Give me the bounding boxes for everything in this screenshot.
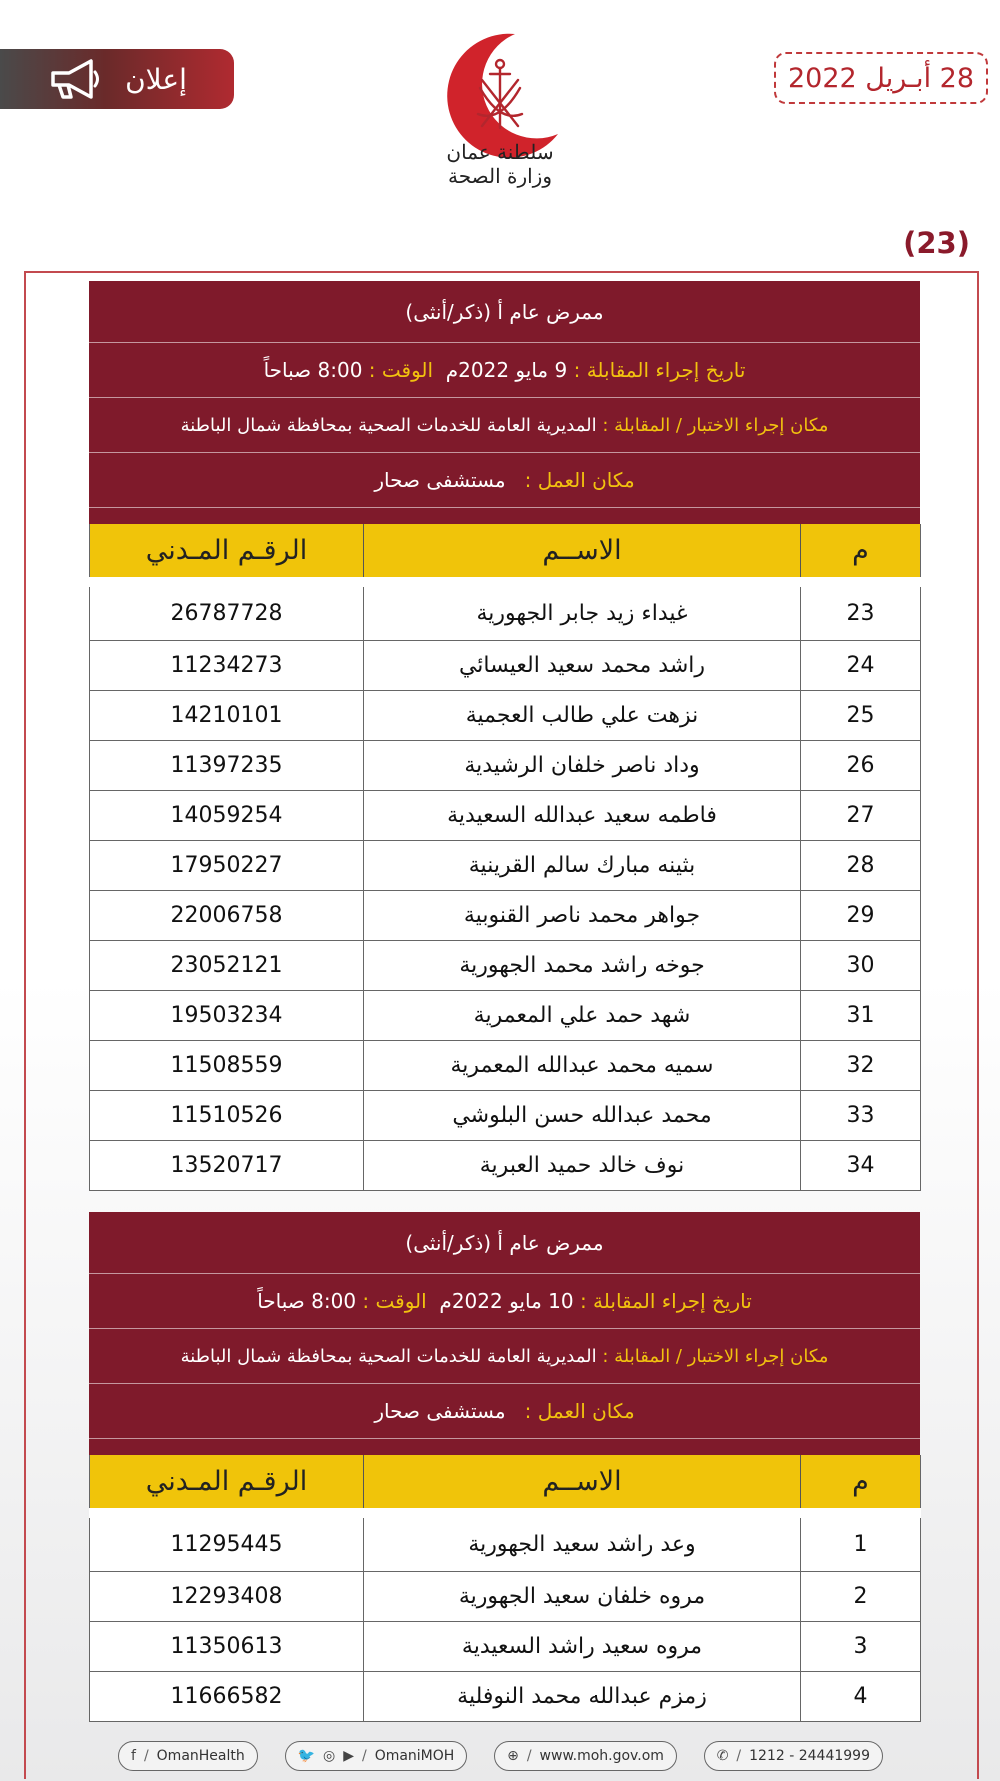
column-header: الرقـم المـدني <box>90 524 364 582</box>
civil-number: 11295445 <box>90 1513 364 1571</box>
table-row <box>90 840 921 890</box>
candidate-name: وعد راشد سعيد الجهورية <box>364 1513 801 1571</box>
announcement-date: 28 أبـريل 2022 <box>774 52 988 104</box>
venue-label: مكان إجراء الاختبار / المقابلة : <box>602 414 829 436</box>
row-index: 32 <box>801 1040 921 1090</box>
announcement-label: إعلان <box>125 62 187 96</box>
candidate-name: مروه خلفان سعيد الجهورية <box>364 1571 801 1621</box>
interview-schedule-row <box>89 1274 920 1329</box>
candidate-name: نزهت علي طالب العجمية <box>364 690 801 740</box>
facebook-handle: OmanHealth <box>156 1748 245 1764</box>
civil-number: 17950227 <box>90 840 364 890</box>
page-number: (23) <box>903 226 970 260</box>
civil-number: 13520717 <box>90 1140 364 1190</box>
interview-schedule-row <box>89 343 920 398</box>
interview-block <box>89 281 920 1191</box>
row-index: 3 <box>801 1621 921 1671</box>
candidate-name: غيداء زيد جابر الجهورية <box>364 582 801 640</box>
candidate-name: زمزم عبدالله محمد النوفلية <box>364 1671 801 1721</box>
candidate-name: وداد ناصر خلفان الرشيدية <box>364 740 801 790</box>
job-title: ممرض عام أ (ذكر/أنثى) <box>89 281 920 343</box>
workplace-label: مكان العمل : <box>524 468 635 492</box>
logo-caption-country: سلطنة عمان <box>446 140 554 164</box>
column-header: الاســم <box>364 524 801 582</box>
column-header: م <box>801 1455 921 1513</box>
civil-number: 11508559 <box>90 1040 364 1090</box>
row-index: 25 <box>801 690 921 740</box>
website-url: www.moh.gov.om <box>539 1748 664 1764</box>
row-index: 31 <box>801 990 921 1040</box>
table-row <box>90 1571 921 1621</box>
table-header-row <box>90 1455 921 1513</box>
workplace: مستشفى صحار <box>374 468 506 492</box>
workplace-label: مكان العمل : <box>524 1399 635 1423</box>
megaphone-icon <box>47 57 103 101</box>
row-index: 2 <box>801 1571 921 1621</box>
table-row <box>90 640 921 690</box>
civil-number: 11234273 <box>90 640 364 690</box>
interview-date-label: تاريخ إجراء المقابلة : <box>573 358 746 382</box>
row-index: 23 <box>801 582 921 640</box>
twitter-icon: 🐦 <box>297 1748 315 1764</box>
candidate-name: نوف خالد حميد العبرية <box>364 1140 801 1190</box>
interview-date: 9 مايو 2022م <box>445 358 568 382</box>
venue: المديرية العامة للخدمات الصحية بمحافظة شمال الباطنة <box>180 1345 597 1367</box>
job-title: ممرض عام أ (ذكر/أنثى) <box>89 1212 920 1274</box>
youtube-icon: ▶ <box>343 1748 354 1764</box>
instagram-icon: ◎ <box>322 1748 336 1764</box>
civil-number: 11666582 <box>90 1671 364 1721</box>
phone-number: 1212 - 24441999 <box>749 1748 870 1764</box>
candidate-name: جواهر محمد ناصر القنوبية <box>364 890 801 940</box>
table-row <box>90 1513 921 1571</box>
civil-number: 11397235 <box>90 740 364 790</box>
time-label: الوقت : <box>368 358 434 382</box>
row-index: 26 <box>801 740 921 790</box>
workplace-row <box>89 453 920 508</box>
globe-icon: ⊕ <box>507 1748 519 1764</box>
candidate-name: فاطمه سعيد عبدالله السعيدية <box>364 790 801 840</box>
table-row <box>90 1090 921 1140</box>
interview-time: 8:00 صباحاً <box>263 358 363 382</box>
row-index: 28 <box>801 840 921 890</box>
candidate-name: شهد حمد علي المعمرية <box>364 990 801 1040</box>
interview-block <box>89 1212 920 1722</box>
candidates-table <box>89 524 921 1191</box>
column-header: م <box>801 524 921 582</box>
candidate-name: مروه سعيد راشد السعيدية <box>364 1621 801 1671</box>
phone-icon: ✆ <box>716 1748 729 1764</box>
civil-number: 26787728 <box>90 582 364 640</box>
logo-caption-ministry: وزارة الصحة <box>448 164 552 188</box>
row-index: 27 <box>801 790 921 840</box>
candidates-table <box>89 1455 921 1722</box>
civil-number: 11510526 <box>90 1090 364 1140</box>
table-row <box>90 1140 921 1190</box>
candidate-name: راشد محمد سعيد العيسائي <box>364 640 801 690</box>
facebook-link[interactable]: f / OmanHealth <box>118 1741 258 1771</box>
table-row <box>90 890 921 940</box>
table-row <box>90 940 921 990</box>
table-row <box>90 740 921 790</box>
time-label: الوقت : <box>362 1289 427 1313</box>
block-header <box>89 1212 920 1455</box>
column-header: الاســم <box>364 1455 801 1513</box>
workplace-row <box>89 1384 920 1439</box>
candidate-name: محمد عبدالله حسن البلوشي <box>364 1090 801 1140</box>
candidate-name: سميه محمد عبدالله المعمرية <box>364 1040 801 1090</box>
logo-caption <box>420 140 580 188</box>
table-header-row <box>90 524 921 582</box>
venue-label: مكان إجراء الاختبار / المقابلة : <box>602 1345 829 1367</box>
row-index: 34 <box>801 1140 921 1190</box>
workplace: مستشفى صحار <box>374 1399 506 1423</box>
row-index: 33 <box>801 1090 921 1140</box>
row-index: 29 <box>801 890 921 940</box>
website-link[interactable]: ⊕ / www.moh.gov.om <box>494 1741 677 1771</box>
announcement-banner <box>0 49 234 109</box>
civil-number: 12293408 <box>90 1571 364 1621</box>
table-row <box>90 1621 921 1671</box>
row-index: 4 <box>801 1671 921 1721</box>
table-row <box>90 1040 921 1090</box>
interview-time: 8:00 صباحاً <box>257 1289 357 1313</box>
column-header: الرقـم المـدني <box>90 1455 364 1513</box>
footer-contacts <box>118 1741 883 1771</box>
table-row <box>90 690 921 740</box>
block-header <box>89 281 920 524</box>
social-links[interactable]: 🐦 ◎ ▶ / OmaniMOH <box>285 1741 468 1771</box>
candidate-name: جوخه راشد محمد الجهورية <box>364 940 801 990</box>
table-row <box>90 582 921 640</box>
table-row <box>90 990 921 1040</box>
facebook-icon: f <box>131 1748 136 1764</box>
civil-number: 22006758 <box>90 890 364 940</box>
civil-number: 19503234 <box>90 990 364 1040</box>
row-index: 1 <box>801 1513 921 1571</box>
row-index: 24 <box>801 640 921 690</box>
civil-number: 23052121 <box>90 940 364 990</box>
interview-date: 10 مايو 2022م <box>439 1289 574 1313</box>
civil-number: 11350613 <box>90 1621 364 1671</box>
table-row <box>90 790 921 840</box>
table-row <box>90 1671 921 1721</box>
venue: المديرية العامة للخدمات الصحية بمحافظة شمال الباطنة <box>180 414 597 436</box>
interview-date-label: تاريخ إجراء المقابلة : <box>579 1289 752 1313</box>
phone-contact: ✆ / 1212 - 24441999 <box>704 1741 883 1771</box>
civil-number: 14059254 <box>90 790 364 840</box>
venue-row <box>89 1329 920 1384</box>
social-handle: OmaniMOH <box>374 1748 455 1764</box>
civil-number: 14210101 <box>90 690 364 740</box>
candidate-name: بثينه مبارك سالم القرينية <box>364 840 801 890</box>
venue-row <box>89 398 920 453</box>
row-index: 30 <box>801 940 921 990</box>
